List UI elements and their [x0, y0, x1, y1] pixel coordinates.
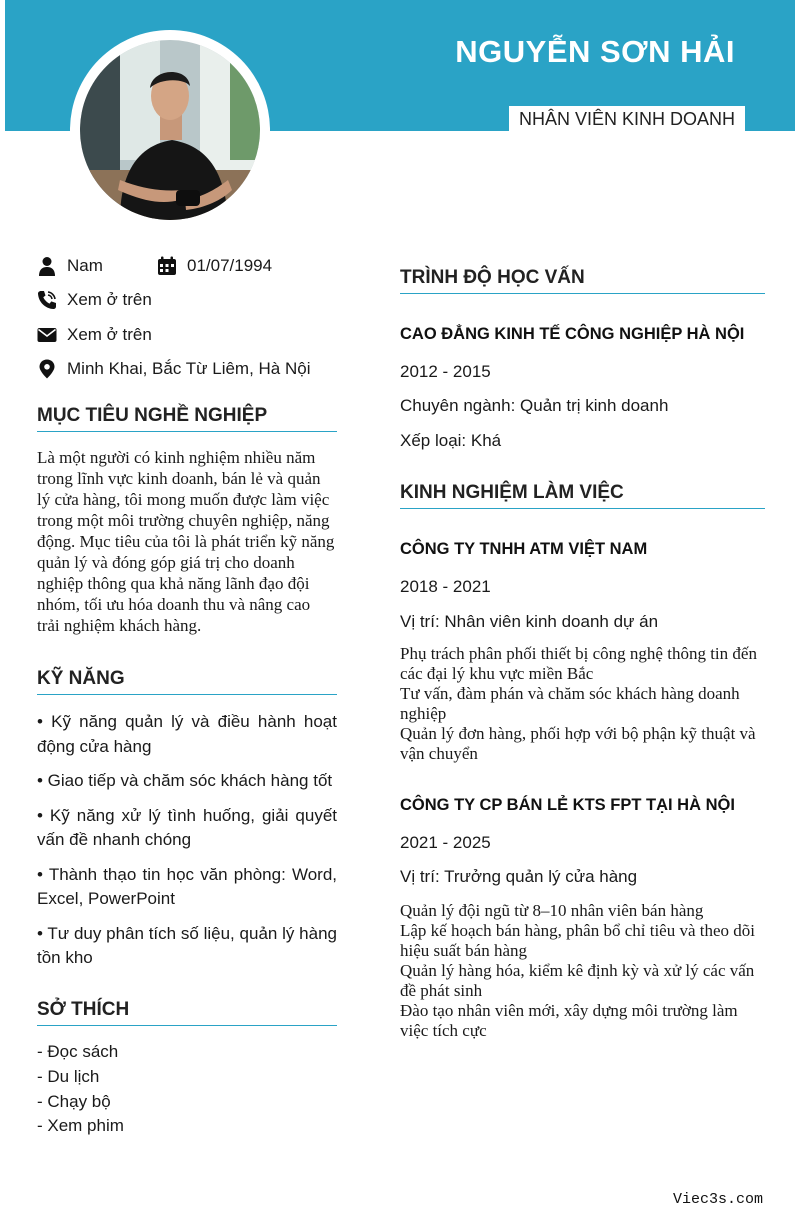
duty-item: Phụ trách phân phối thiết bị công nghệ thông tin đến các đại lý khu vực miền Bắc — [400, 644, 757, 683]
duty-item: Lập kế hoạch bán hàng, phân bổ chỉ tiêu và theo dõi hiệu suất bán hàng — [400, 921, 755, 960]
duty-item: Quản lý hàng hóa, kiểm kê định kỳ và xử lý các vấn đề phát sinh — [400, 961, 755, 1000]
experience-heading: KINH NGHIỆM LÀM VIỆC — [400, 482, 765, 509]
job-position: Vị trí: Trưởng quản lý cửa hàng — [400, 867, 638, 886]
duty-item: Tư vấn, đàm phán và chăm sóc khách hàng doanh nghiệp — [400, 684, 740, 723]
phone-row — [37, 290, 152, 310]
skill-item: • Thành thạo tin học văn phòng: Word, Excel, PowerPoint — [37, 864, 337, 908]
skill-item: • Kỹ năng xử lý tình huống, giải quyết vấn đề nhanh chóng — [37, 805, 337, 849]
job-duties — [400, 901, 765, 1041]
birthday-row — [157, 256, 272, 276]
phone-icon — [37, 290, 57, 310]
job-company: CÔNG TY TNHH ATM VIỆT NAM — [400, 540, 648, 558]
birthday-value: 01/07/1994 — [187, 256, 273, 275]
gender-row — [37, 256, 103, 276]
hobby-item: - Chạy bộ — [37, 1091, 111, 1111]
profile-photo-frame — [70, 30, 270, 230]
education-school: CAO ĐẲNG KINH TẾ CÔNG NGHIỆP HÀ NỘI — [400, 325, 745, 343]
job-position: Vị trí: Nhân viên kinh doanh dự án — [400, 612, 659, 631]
skills-heading: KỸ NĂNG — [37, 668, 337, 695]
candidate-name: NGUYỄN SƠN HẢI — [455, 34, 735, 69]
email-value: Xem ở trên — [67, 325, 152, 344]
duty-item: Quản lý đội ngũ từ 8–10 nhân viên bán hàng — [400, 901, 704, 920]
email-icon — [37, 325, 57, 345]
gender-value: Nam — [67, 256, 103, 275]
skill-item: • Tư duy phân tích số liệu, quản lý hàng tồn kho — [37, 923, 337, 967]
hobbies-heading: SỞ THÍCH — [37, 999, 337, 1026]
education-major: Chuyên ngành: Quản trị kinh doanh — [400, 396, 669, 415]
hobby-item: - Xem phim — [37, 1116, 124, 1136]
hobby-item: - Du lịch — [37, 1066, 100, 1086]
address-row — [37, 359, 311, 379]
hobbies-list — [37, 1040, 124, 1139]
calendar-icon — [157, 256, 177, 276]
objective-heading: MỤC TIÊU NGHỀ NGHIỆP — [37, 405, 337, 432]
education-grade: Xếp loại: Khá — [400, 431, 502, 450]
footer-brand: Viec3s.com — [672, 1191, 763, 1208]
duty-item: Đào tạo nhân viên mới, xây dựng môi trường làm việc tích cực — [400, 1001, 738, 1040]
person-icon — [37, 256, 57, 276]
objective-text: Là một người có kinh nghiệm nhiều năm trong lĩnh vực kinh doanh, bán lẻ và quản lý cửa hàng, tôi mong muốn được làm việc trong một môi trường chuyên nghiệp, năng động. Mục tiêu của tôi là phát triển kỹ năng quản lý và đóng góp giá trị cho doanh nghiệp thông qua khả năng lãnh đạo đội nhóm, tối ưu hóa doanh thu và nâng cao trải nghiệm khách hàng. — [37, 448, 335, 635]
address-value: Minh Khai, Bắc Từ Liêm, Hà Nội — [67, 359, 311, 378]
profile-photo — [80, 40, 260, 220]
skills-list — [37, 710, 337, 981]
job-duties — [400, 644, 765, 764]
education-heading: TRÌNH ĐỘ HỌC VẤN — [400, 267, 765, 294]
email-row — [37, 325, 152, 345]
education-years: 2012 - 2015 — [400, 362, 491, 381]
hobby-item: - Đọc sách — [37, 1042, 119, 1061]
skill-item: • Giao tiếp và chăm sóc khách hàng tốt — [37, 771, 333, 790]
job-title: NHÂN VIÊN KINH DOANH — [509, 106, 745, 132]
job-years: 2021 - 2025 — [400, 833, 491, 852]
skill-item: • Kỹ năng quản lý và điều hành hoạt động cửa hàng — [37, 712, 337, 756]
duty-item: Quản lý đơn hàng, phối hợp với bộ phận kỹ thuật và vận chuyển — [400, 724, 756, 763]
phone-value: Xem ở trên — [67, 290, 152, 309]
location-icon — [37, 359, 57, 379]
job-company: CÔNG TY CP BÁN LẺ KTS FPT TẠI HÀ NỘI — [400, 796, 735, 814]
job-years: 2018 - 2021 — [400, 577, 491, 596]
